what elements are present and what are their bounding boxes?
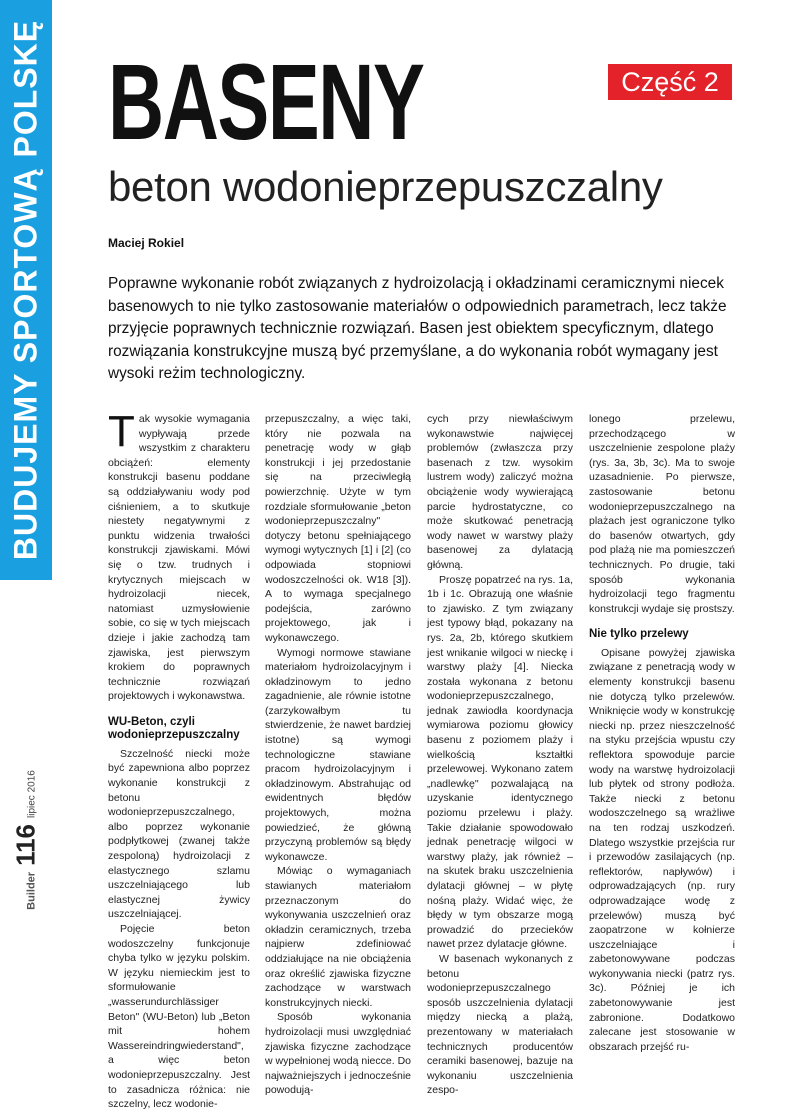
text-column-1 [108,407,250,1111]
paragraph: Mówiąc o wymaganiach stawianych materiałom przeznaczonym do wykonywania uszczelnień oraz okładzin ceramicznych, trzeba najpierw zdefiniować oddziałujące na nie obciążenia oraz określić zjawiska fizyczne zachodzące w warstwach konstrukcyjnych niecki. [265,865,411,1009]
section-heading: Nie tylko przelewy [589,628,689,641]
paragraph: Opisane powyżej zjawiska związane z penetracją wody w elementy konstrukcji basenu nie dotyczą tylko przelewów. Wniknięcie wody w konstrukcję niecki np. przez nieszczelność na styku przejścia wpustu czy reflektora spowoduje parcie wody na warstwę hydroizolacji lub płytek od strony podłoża. Także niecki z betonu wodoszczelnego są wrażliwe na ten rodzaj uszkodzeń. Dlatego wszystkie przejścia rur i przewodów zasilających (np. reflektorów, napływów) i odprowadzających (np. rury odprowadzające wodę z przelewów) muszą być zaopatrzone w kołnierze uszczelniające i zabetonowywane podczas wykonywania niecki (patrz rys. 3c). Później je ich zabetonowywanie jest zabronione. Dodatkowo zalecane jest stosowanie w obszarach przejść ru- [589,646,735,1053]
paragraph: W basenach wykonanych z betonu wodonieprzepuszczalnego sposób uszczelnienia dylatacji między niecką a plażą, prezentowany w materiałach technicznych producentów ceramiki basenowej, bazuje na wykonaniu uszczelnienia zespo- [427,952,573,1097]
paragraph: Proszę popatrzeć na rys. 1a, 1b i 1c. Obrazują one właśnie to zjawisko. Z tym związany jest typowy błąd, pokazany na rys. 2a, 2b, którego skutkiem jest wnikanie wilgoci w nieckę i warstwy plaży [4]. Niecka została wykonana z betonu wodonieprzepuszczalnego, jednak zawiodła koordynacja wymiarowa poziomu głowicy basenu z poziomem plaży i wielkością kształtki przelewowej. Wykonano zatem „nadlewkę" pozwalającą na uzyskanie identycznego poziomu przelewu i plaży. Takie działanie spowodowało jednak penetrację wilgoci w warstwy plaży, jak również – na skutek braku uszczelnienia dylatacji głównej – w płytę nośną plaży. Widać więc, że błędy w tym obszarze mogą prowadzić do przecieków nawet przez dylatacje główne. [427,573,573,951]
issue-date: lipiec 2016 [26,770,38,818]
paragraph: przepuszczalny, a więc taki, który nie pozwala na penetrację wody w głąb konstrukcji i jej przedostanie się na przeciwległą powierzchnię. Użyte w tym rozdziale sformułowanie „beton wodonieprzepuszczalny" dotyczy betonu spełniającego wymogi wytycznych [1] i [2] (co odpowiada stopniowi wodoszczelności ok. W18 [3]). A to wymaga specjalnego podejścia, zarówno projektowego, jak i wykonawczego. [265,413,411,644]
paragraph: Sposób wykonania hydroizolacji musi uwzględniać zjawiska fizyczne zachodzące w wypełnionej wodą niecce. Do najważniejszych i jednocześnie powodują- [265,1011,411,1097]
page-number: 116 [10,823,41,866]
text-column-4 [589,412,735,1053]
part-badge: Część 2 [608,64,732,100]
text-column-3 [427,412,573,1097]
paragraph: lonego przelewu, przechodzącego w uszczelnienie zespolone plaży (rys. 3a, 3b, 3c). Ma to swoje uzasadnienie. Po pierwsze, zastosowanie betonu wodonieprzepuszczalnego na plażach jest ograniczone tylko do basenów otwartych, gdy pod plażą nie ma pomieszczeń technicznych. Po drugie, taki sposób wykonania hydroizolacji tego fragmentu konstrukcji wydaje się prostszy. [589,413,735,615]
drop-cap: T [108,407,135,456]
section-heading: WU-Beton, czyli wodonieprzepuszczalny [108,715,240,742]
section-title-vertical: BUDUJEMY SPORTOWĄ POLSKĘ [7,19,44,561]
paragraph [108,407,250,704]
paragraph: Wymogi normowe stawiane materiałom hydroizolacyjnym i okładzinowym to jedno zagadnienie, ale równie istotne (zarzykowałbym tu stwierdzenie, że nawet bardziej istotne) są wymogi technologiczne stawiane pracom hydroizolacyjnym i okładzinowym. Abstrahując od ewidentnych błędów projektowych, można powiedzieć, że główną przyczyną problemów są błędy wykonawcze. [265,646,411,863]
paragraph: Pojęcie beton wodoszczelny funkcjonuje chyba tylko w języku polskim. W języku niemieckim jest to sformułowanie „wasserundurchlässiger Beton" (WU-Beton) lub „Beton mit hohem Wassereindringwiederstand", a więc beton wodonieprzepuszczalny. Jest to zasadnicza różnica: nie szczelny, lecz wodonie- [108,923,250,1111]
sidebar-band [0,0,52,580]
magazine-name: Builder [25,871,38,910]
paragraph: cych przy niewłaściwym wykonawstwie najwięcej problemów (zwłaszcza przy basenach z tzw. wysokim lustrem wody) zaliczyć można obciążenie wody wywierającą parcie hydrostatyczne, co może skutkować penetracją wody nawet w warstwy plaży basenowej za dylatacją główną. [427,413,573,571]
paragraph-text: ak wysokie wymagania wypływają przede wszystkim z charakteru obciążeń: elementy konstrukcji basenu poddane są oddziaływaniu wody pod ciśnieniem, a to skutkuje niestety negatywnymi z punktu widzenia trwałości konstrukcji zjawiskami. Mówi się o tzw. trudnych i krytycznych miejscach w hydroizolacji niecek, natomiast uzmysłowienie sobie, co się w tych miejscach dzieje i jakie zachodzą tam zjawiska, jest pierwszym krokiem do poprawnych technicznie rozwiązań projektowych i wykonawstwa. [108,413,250,703]
article-title: BASENY [108,41,424,162]
lead-paragraph: Poprawne wykonanie robót związanych z hydroizolacją i okładzinami ceramicznymi niecek basenowych to nie tylko zastosowanie materiałów o odpowiednich parametrach, lecz także przyjęcie poprawnych technicznie rozwiązań. Basen jest obiektem specyficznym, dlatego rozwiązania konstrukcyjne muszą być przemyślane, a do wykonania robót wymagany jest wysoki reżim technologiczny. [108,275,727,382]
article-subtitle: beton wodonieprzepuszczalny [108,163,663,210]
issue-info [11,770,42,910]
paragraph: Szczelność niecki może być zapewniona albo poprzez wykonanie konstrukcji z betonu wodonieprzepuszczalnego, albo poprzez wykonanie podpłytkowej (zwanej także zespoloną) hydroizolacji z elastycznego szlamu uszczelniającego lub elastycznej żywicy uszczelniającej. [108,747,250,921]
text-column-2 [265,412,411,1097]
author-name: Maciej Rokiel [108,236,185,250]
